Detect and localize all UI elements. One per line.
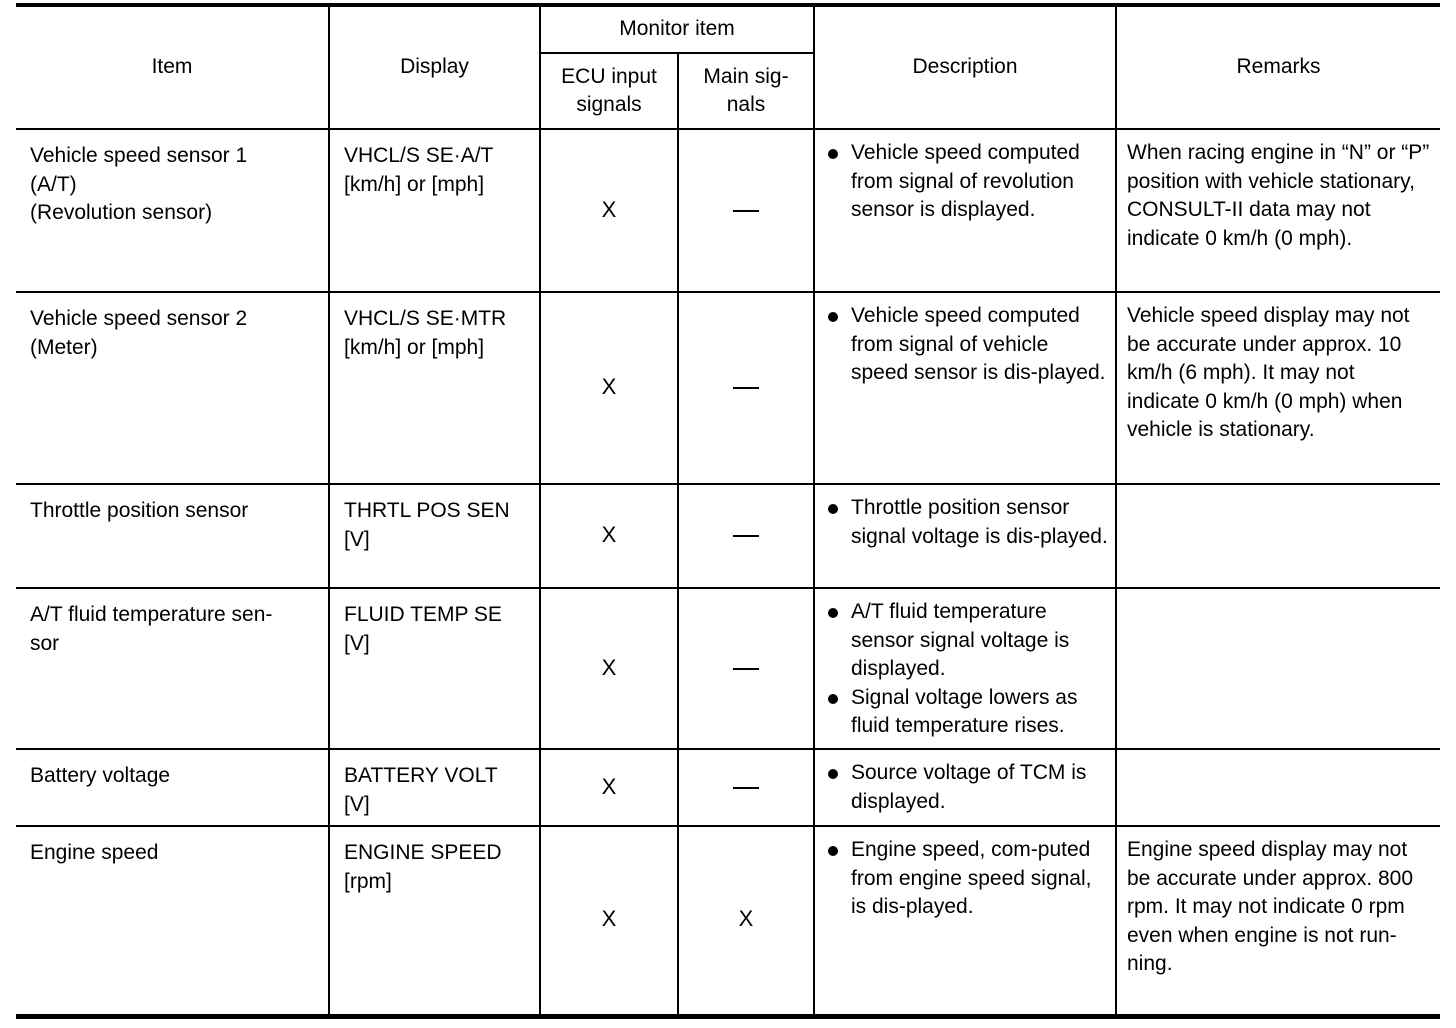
cell-description (814, 826, 1116, 1016)
cell-item: Throttle position sensor (16, 484, 329, 588)
x-mark: X (601, 773, 617, 799)
cell-main-signal (678, 588, 814, 749)
description-list (825, 494, 1111, 551)
monitor-item-table (16, 3, 1440, 1019)
cell-remarks (1116, 484, 1440, 588)
table-row (16, 826, 1440, 1016)
header-display: Display (329, 5, 540, 129)
cell-item: Engine speed (16, 826, 329, 1016)
table-row (16, 292, 1440, 484)
description-bullet: Source voltage of TCM is displayed. (825, 759, 1111, 816)
cell-description (814, 749, 1116, 826)
cell-remarks (1116, 588, 1440, 749)
header-main-signals: Main sig- nals (678, 53, 814, 129)
x-mark: X (601, 196, 617, 222)
dash-mark (733, 668, 759, 670)
cell-item: Vehicle speed sensor 2 (Meter) (16, 292, 329, 484)
cell-remarks (1116, 749, 1440, 826)
cell-description (814, 588, 1116, 749)
description-bullet: A/T fluid temperature sensor signal voltage is displayed. (825, 598, 1111, 684)
cell-item: A/T fluid temperature sen- sor (16, 588, 329, 749)
cell-description (814, 484, 1116, 588)
cell-remarks: Vehicle speed display may not be accurate under approx. 10 km/h (6 mph). It may not indicate 0 km/h (0 mph) when vehicle is stationary. (1116, 292, 1440, 484)
cell-ecu-input (540, 129, 678, 292)
cell-display: VHCL/S SE·MTR [km/h] or [mph] (329, 292, 540, 484)
cell-main-signal (678, 484, 814, 588)
cell-ecu-input (540, 292, 678, 484)
x-mark: X (601, 906, 617, 932)
description-list (825, 139, 1111, 225)
description-list (825, 759, 1111, 816)
x-mark: X (601, 374, 617, 400)
cell-ecu-input (540, 826, 678, 1016)
description-bullet: Signal voltage lowers as fluid temperature rises. (825, 684, 1111, 741)
cell-item: Vehicle speed sensor 1 (A/T) (Revolution sensor) (16, 129, 329, 292)
x-mark: X (601, 522, 617, 548)
cell-description (814, 292, 1116, 484)
header-remarks: Remarks (1116, 5, 1440, 129)
cell-description (814, 129, 1116, 292)
dash-mark (733, 210, 759, 212)
x-mark: X (601, 654, 617, 680)
cell-remarks: Engine speed display may not be accurate under approx. 800 rpm. It may not indicate 0 rpm even when engine is not run-ning. (1116, 826, 1440, 1016)
cell-display: ENGINE SPEED [rpm] (329, 826, 540, 1016)
description-bullet: Vehicle speed computed from signal of revolution sensor is displayed. (825, 139, 1111, 225)
cell-item: Battery voltage (16, 749, 329, 826)
table-row (16, 588, 1440, 749)
description-bullet: Engine speed, com-puted from engine speed signal, is dis-played. (825, 836, 1111, 922)
cell-main-signal (678, 826, 814, 1016)
description-list (825, 598, 1111, 741)
cell-display: FLUID TEMP SE [V] (329, 588, 540, 749)
cell-display: VHCL/S SE·A/T [km/h] or [mph] (329, 129, 540, 292)
cell-ecu-input (540, 749, 678, 826)
cell-display: BATTERY VOLT [V] (329, 749, 540, 826)
cell-display: THRTL POS SEN [V] (329, 484, 540, 588)
description-bullet: Throttle position sensor signal voltage is dis-played. (825, 494, 1111, 551)
cell-remarks: When racing engine in “N” or “P” position with vehicle stationary, CONSULT-II data may not indicate 0 km/h (0 mph). (1116, 129, 1440, 292)
description-list (825, 302, 1111, 388)
dash-mark (733, 387, 759, 389)
header-ecu-input-signals: ECU input signals (540, 53, 678, 129)
description-bullet: Vehicle speed computed from signal of vehicle speed sensor is dis-played. (825, 302, 1111, 388)
header-monitor-item: Monitor item (540, 5, 814, 53)
cell-main-signal (678, 292, 814, 484)
description-list (825, 836, 1111, 922)
header-description: Description (814, 5, 1116, 129)
x-mark: X (738, 906, 754, 932)
cell-main-signal (678, 749, 814, 826)
table-body (16, 129, 1440, 1016)
cell-ecu-input (540, 484, 678, 588)
cell-main-signal (678, 129, 814, 292)
cell-ecu-input (540, 588, 678, 749)
header-item: Item (16, 5, 329, 129)
dash-mark (733, 787, 759, 789)
table-row (16, 484, 1440, 588)
table-row (16, 749, 1440, 826)
table-row (16, 129, 1440, 292)
dash-mark (733, 535, 759, 537)
